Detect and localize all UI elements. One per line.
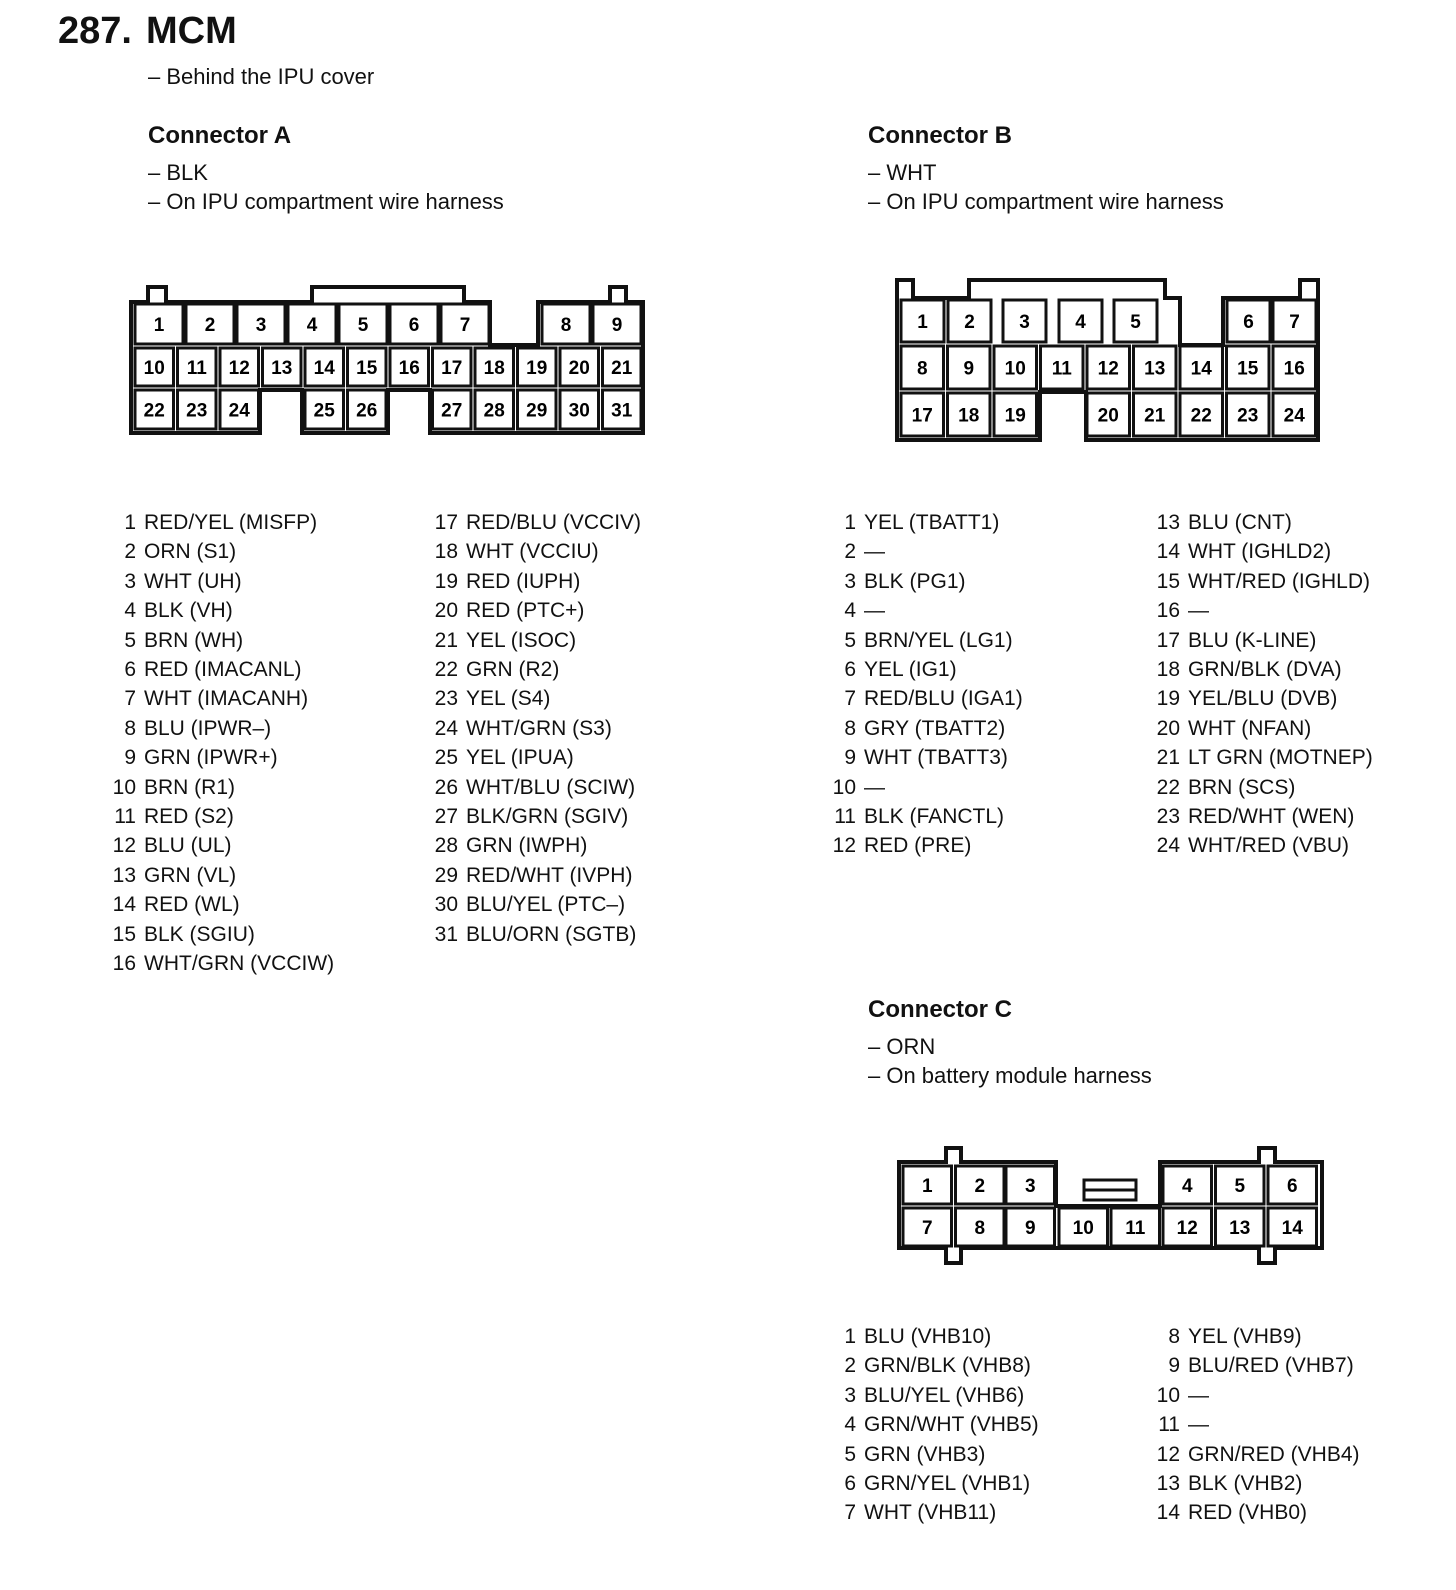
pin-number: 2 xyxy=(124,540,136,564)
pin-cavity-label: 4 xyxy=(306,315,318,336)
pin-row xyxy=(432,684,641,713)
pin-description: BLU (IPWR–) xyxy=(144,716,272,740)
pin-description: WHT (UH) xyxy=(144,569,242,593)
pin-cavity-label: 8 xyxy=(974,1218,986,1239)
pin-row xyxy=(1154,567,1373,596)
pin-number: 11 xyxy=(1158,1413,1180,1437)
pin-number: 15 xyxy=(112,922,136,946)
connector-c-title: Connector C xyxy=(868,996,1012,1023)
pin-row xyxy=(1154,537,1373,566)
pin-description: GRN/BLK (DVA) xyxy=(1188,658,1342,682)
page-heading: MCM xyxy=(145,10,237,52)
pin-cavity-label: 29 xyxy=(526,400,548,422)
connector-c-key xyxy=(1084,1180,1136,1200)
pin-description: — xyxy=(864,599,885,623)
pin-row xyxy=(110,655,334,684)
pin-cavity-label: 28 xyxy=(483,400,505,422)
page-number: 287. xyxy=(58,10,132,52)
pin-number: 20 xyxy=(434,599,458,623)
pin-cavity-label: 3 xyxy=(255,315,267,336)
pin-row xyxy=(110,508,334,537)
pin-cavity-label: 21 xyxy=(611,358,633,379)
connector-b-pinlist-right xyxy=(1154,508,1373,861)
pin-description: YEL (ISOC) xyxy=(466,628,577,652)
connector-b-face xyxy=(901,300,1316,436)
pin-row xyxy=(432,567,641,596)
pin-row xyxy=(110,537,334,566)
pin-number: 22 xyxy=(434,658,458,682)
pin-description: RED/BLU (VCCIV) xyxy=(466,511,642,534)
pin-number: 11 xyxy=(834,805,856,829)
pin-cavity-label: 1 xyxy=(921,1176,933,1197)
pin-number: 27 xyxy=(434,805,458,829)
pin-row xyxy=(432,773,641,802)
pin-description: WHT/RED (IGHLD) xyxy=(1188,569,1370,593)
pin-description: WHT (TBATT3) xyxy=(864,746,1008,770)
pin-cavity-label: 5 xyxy=(357,315,369,336)
pin-cavity-label: 24 xyxy=(1283,405,1305,427)
pin-description: — xyxy=(864,775,885,799)
pin-number: 2 xyxy=(844,1354,856,1378)
pin-row xyxy=(432,802,641,831)
pin-row xyxy=(110,684,334,713)
pin-row xyxy=(830,743,1023,772)
pin-row xyxy=(1154,714,1373,743)
pin-row xyxy=(432,655,641,684)
pin-cavity-label: 25 xyxy=(313,400,335,422)
pin-number: 25 xyxy=(434,746,458,770)
pin-description: GRN/RED (VHB4) xyxy=(1188,1442,1360,1466)
pin-description: RED (IUPH) xyxy=(466,569,581,593)
pin-description: GRN (R2) xyxy=(466,658,560,682)
pin-cavity-label: 7 xyxy=(1289,312,1300,333)
pin-row xyxy=(830,1351,1039,1380)
pin-number: 10 xyxy=(1156,1383,1180,1407)
pin-description: BRN (R1) xyxy=(144,775,236,799)
pin-description: — xyxy=(1188,1383,1209,1407)
pin-row xyxy=(830,567,1023,596)
pin-cavity-label: 26 xyxy=(356,400,378,422)
pin-row xyxy=(1154,1410,1360,1439)
pin-number: 3 xyxy=(124,569,136,593)
pin-number: 7 xyxy=(124,687,136,711)
pin-description: GRN (IPWR+) xyxy=(144,746,278,770)
pin-cavity-label: 19 xyxy=(526,358,548,379)
pin-row xyxy=(432,626,641,655)
pin-row xyxy=(432,861,641,890)
pin-row xyxy=(830,1410,1039,1439)
pin-number: 7 xyxy=(844,1501,856,1525)
pin-description: RED (WL) xyxy=(144,893,240,917)
pin-description: WHT/BLU (SCIW) xyxy=(466,775,636,799)
pin-cavity-label: 12 xyxy=(1097,358,1119,380)
pin-row xyxy=(830,1469,1039,1498)
pin-cavity-label: 7 xyxy=(459,315,471,336)
pin-description: GRN/YEL (VHB1) xyxy=(864,1472,1031,1496)
pin-row xyxy=(110,567,334,596)
pin-cavity-label: 1 xyxy=(917,312,928,333)
pin-number: 6 xyxy=(844,1472,856,1496)
pin-cavity-label: 11 xyxy=(1051,358,1072,380)
pin-cavity-label: 22 xyxy=(143,400,165,422)
pin-cavity-label: 12 xyxy=(228,358,250,379)
pin-description: BLU/RED (VHB7) xyxy=(1188,1354,1354,1378)
pin-description: WHT/GRN (S3) xyxy=(466,716,612,740)
pin-row xyxy=(830,714,1023,743)
pin-number: 3 xyxy=(844,1383,856,1407)
pin-description: RED (S2) xyxy=(144,805,234,829)
pin-row xyxy=(110,920,334,949)
pin-description: — xyxy=(864,540,885,564)
pin-description: GRY (TBATT2) xyxy=(864,716,1006,740)
pin-cavity-label: 1 xyxy=(153,315,165,336)
pin-number: 21 xyxy=(434,628,458,652)
pin-description: BRN/YEL (LG1) xyxy=(864,628,1013,652)
pin-number: 4 xyxy=(844,599,856,623)
pin-description: YEL (IG1) xyxy=(864,658,957,682)
pin-cavity-label: 6 xyxy=(1286,1176,1298,1197)
pin-number: 1 xyxy=(844,1325,856,1348)
pin-cavity-label: 15 xyxy=(1237,358,1259,380)
pin-row xyxy=(830,1381,1039,1410)
pin-cavity-label: 18 xyxy=(483,358,505,379)
pin-row xyxy=(830,537,1023,566)
pin-row xyxy=(1154,1381,1360,1410)
pin-row xyxy=(1154,508,1373,537)
pin-cavity-label: 4 xyxy=(1075,312,1086,333)
pin-row xyxy=(830,802,1023,831)
connector-a-color: – BLK xyxy=(148,160,208,185)
connector-a-title: Connector A xyxy=(148,122,292,149)
pin-number: 1 xyxy=(844,511,856,534)
pin-number: 18 xyxy=(1156,658,1180,682)
pin-cavity-label: 27 xyxy=(441,400,463,422)
pin-description: BLK (PG1) xyxy=(864,569,966,593)
pin-cavity-label: 30 xyxy=(568,400,590,422)
pin-number: 4 xyxy=(844,1413,856,1437)
pin-description: RED/WHT (WEN) xyxy=(1188,805,1355,829)
pin-number: 23 xyxy=(1156,805,1180,829)
pin-number: 8 xyxy=(844,716,856,740)
pin-number: 12 xyxy=(832,834,856,858)
pin-number: 28 xyxy=(434,834,458,858)
pin-row xyxy=(432,920,641,949)
pin-row xyxy=(830,1440,1039,1469)
connector-b-harness: – On IPU compartment wire harness xyxy=(868,189,1224,214)
pin-row xyxy=(110,626,334,655)
pin-cavity-label: 17 xyxy=(441,358,463,379)
connector-c-harness: – On battery module harness xyxy=(868,1063,1152,1088)
pin-description: WHT (IMACANH) xyxy=(144,687,309,711)
pin-row xyxy=(830,773,1023,802)
pin-cavity-label: 14 xyxy=(1281,1218,1303,1239)
pin-row xyxy=(1154,684,1373,713)
pin-number: 13 xyxy=(1156,1472,1180,1496)
connector-b-title: Connector B xyxy=(868,122,1012,149)
pin-cavity-label: 3 xyxy=(1019,312,1030,333)
pin-description: YEL (VHB9) xyxy=(1188,1325,1302,1348)
pin-cavity-label: 15 xyxy=(356,358,378,379)
pin-number: 13 xyxy=(1156,511,1180,534)
pin-cavity-label: 10 xyxy=(143,358,165,379)
pin-number: 16 xyxy=(1156,599,1180,623)
pin-cavity-label: 31 xyxy=(611,400,633,422)
pin-number: 24 xyxy=(1156,834,1180,858)
pin-number: 2 xyxy=(844,540,856,564)
pin-number: 21 xyxy=(1156,746,1180,770)
pin-description: BRN (WH) xyxy=(144,628,244,652)
pin-number: 5 xyxy=(844,628,856,652)
pin-description: WHT/GRN (VCCIW) xyxy=(144,952,335,976)
pin-cavity-label: 10 xyxy=(1072,1218,1094,1239)
pin-number: 29 xyxy=(434,863,458,887)
pin-cavity-label: 21 xyxy=(1144,405,1166,427)
connector-c-pinlist-right xyxy=(1154,1322,1360,1528)
pin-row xyxy=(432,537,641,566)
pin-cavity-label: 16 xyxy=(398,358,420,379)
pin-row xyxy=(432,831,641,860)
pin-cavity-label: 23 xyxy=(186,400,208,422)
pin-description: BLK (FANCTL) xyxy=(864,805,1005,829)
pin-number: 16 xyxy=(112,952,136,976)
pin-cavity-label: 9 xyxy=(963,358,975,380)
pin-cavity-label: 18 xyxy=(958,405,980,427)
pin-cavity-label: 16 xyxy=(1283,358,1305,380)
location-note: – Behind the IPU cover xyxy=(148,64,375,89)
pin-row xyxy=(1154,831,1373,860)
pin-cavity-label: 13 xyxy=(1144,358,1166,380)
pin-number: 5 xyxy=(124,628,136,652)
pin-number: 19 xyxy=(1156,687,1180,711)
pin-cavity-label: 2 xyxy=(974,1176,986,1197)
pin-description: GRN/BLK (VHB8) xyxy=(864,1354,1031,1378)
pin-cavity-label: 11 xyxy=(186,358,207,379)
pin-cavity-label: 2 xyxy=(204,315,216,336)
pin-cavity-label: 7 xyxy=(921,1218,933,1239)
pin-row xyxy=(110,773,334,802)
pin-cavity-label: 11 xyxy=(1125,1218,1146,1239)
pin-number: 19 xyxy=(434,569,458,593)
pin-row xyxy=(830,684,1023,713)
pin-row xyxy=(1154,802,1373,831)
pin-row xyxy=(1154,626,1373,655)
pin-number: 26 xyxy=(434,775,458,799)
pin-row xyxy=(1154,1498,1360,1527)
pin-number: 11 xyxy=(114,805,136,829)
pin-cavity-label: 5 xyxy=(1130,312,1141,333)
pin-row xyxy=(1154,743,1373,772)
pin-cavity-label: 10 xyxy=(1004,358,1026,380)
pin-row xyxy=(830,655,1023,684)
pin-row xyxy=(432,714,641,743)
pin-row xyxy=(830,1322,1039,1351)
connector-b-pinlist-left xyxy=(830,508,1023,861)
pin-description: RED/WHT (IVPH) xyxy=(466,863,633,887)
pin-cavity-label: 17 xyxy=(911,405,933,427)
pin-description: RED (PTC+) xyxy=(466,599,585,623)
pin-number: 8 xyxy=(1168,1325,1180,1348)
pin-row xyxy=(110,890,334,919)
pin-number: 17 xyxy=(434,511,458,534)
pin-number: 20 xyxy=(1156,716,1180,740)
pin-description: — xyxy=(1188,599,1209,623)
pin-cavity-label: 14 xyxy=(313,358,335,379)
pin-row xyxy=(1154,1440,1360,1469)
connector-c-pinlist-left xyxy=(830,1322,1039,1528)
pin-cavity-label: 14 xyxy=(1190,358,1212,380)
pin-description: YEL (TBATT1) xyxy=(864,511,1000,534)
pin-description: BLU (VHB10) xyxy=(864,1325,992,1348)
pin-number: 31 xyxy=(434,922,458,946)
pin-row xyxy=(110,861,334,890)
pin-cavity-label: 24 xyxy=(228,400,250,422)
pin-cavity-label: 22 xyxy=(1190,405,1212,427)
pin-description: WHT (VCCIU) xyxy=(466,540,599,564)
pin-number: 8 xyxy=(124,716,136,740)
pin-cavity-label: 13 xyxy=(1229,1218,1251,1239)
pin-cavity-label: 12 xyxy=(1176,1218,1198,1239)
connector-a-pinlist-left xyxy=(110,508,334,979)
pin-cavity-label: 19 xyxy=(1004,405,1026,427)
pin-cavity-label: 2 xyxy=(964,312,975,333)
pin-description: BLK (VHB2) xyxy=(1188,1472,1303,1496)
pin-number: 10 xyxy=(112,775,136,799)
pin-row xyxy=(110,831,334,860)
pin-description: YEL (S4) xyxy=(466,687,551,711)
pin-number: 18 xyxy=(434,540,458,564)
pin-description: WHT/RED (VBU) xyxy=(1188,834,1349,858)
pin-row xyxy=(432,508,641,537)
pin-row xyxy=(432,890,641,919)
pin-row xyxy=(110,949,334,978)
pin-description: RED (PRE) xyxy=(864,834,972,858)
pin-description: BLK (VH) xyxy=(144,599,233,623)
pin-number: 9 xyxy=(124,746,136,770)
pin-number: 9 xyxy=(1168,1354,1180,1378)
pin-row xyxy=(1154,1351,1360,1380)
pin-number: 22 xyxy=(1156,775,1180,799)
pin-description: BLU/YEL (VHB6) xyxy=(864,1383,1025,1407)
pin-number: 12 xyxy=(1156,1442,1180,1466)
pin-description: BLU (UL) xyxy=(144,834,232,858)
pin-cavity-label: 9 xyxy=(611,315,623,336)
pin-cavity-label: 5 xyxy=(1234,1176,1246,1197)
pin-row xyxy=(1154,1322,1360,1351)
pin-row xyxy=(110,802,334,831)
pin-number: 17 xyxy=(1156,628,1180,652)
pin-cavity-label: 20 xyxy=(568,358,590,379)
pin-row xyxy=(1154,1469,1360,1498)
pin-cavity-label: 6 xyxy=(408,315,420,336)
connector-b-color: – WHT xyxy=(868,160,937,185)
pin-cavity-label: 13 xyxy=(271,358,293,379)
pin-row xyxy=(1154,773,1373,802)
pin-cavity-label: 6 xyxy=(1243,312,1254,333)
pin-cavity-label: 8 xyxy=(560,315,572,336)
pin-cavity-label: 3 xyxy=(1024,1176,1036,1197)
pin-number: 13 xyxy=(112,863,136,887)
connector-c-color: – ORN xyxy=(868,1034,936,1059)
pin-description: RED/BLU (IGA1) xyxy=(864,687,1023,711)
pin-description: WHT (NFAN) xyxy=(1188,716,1312,740)
pin-description: GRN (VL) xyxy=(144,863,237,887)
pin-number: 6 xyxy=(844,658,856,682)
pin-number: 14 xyxy=(112,893,136,917)
pin-description: — xyxy=(1188,1413,1209,1437)
pin-description: RED (IMACANL) xyxy=(144,658,302,682)
pin-number: 5 xyxy=(844,1442,856,1466)
pin-cavity-label: 4 xyxy=(1181,1176,1193,1197)
pin-description: GRN (IWPH) xyxy=(466,834,588,858)
pin-description: LT GRN (MOTNEP) xyxy=(1188,746,1373,770)
pin-number: 12 xyxy=(112,834,136,858)
pin-row xyxy=(432,743,641,772)
pin-number: 23 xyxy=(434,687,458,711)
pin-number: 30 xyxy=(434,893,458,917)
pin-description: BLU/YEL (PTC–) xyxy=(466,893,626,917)
pin-description: GRN (VHB3) xyxy=(864,1442,986,1466)
pin-number: 10 xyxy=(832,775,856,799)
pin-cavity-label: 20 xyxy=(1097,405,1119,427)
pin-description: BLU (K-LINE) xyxy=(1188,628,1317,652)
pin-number: 24 xyxy=(434,716,458,740)
pin-number: 6 xyxy=(124,658,136,682)
pin-description: BLK/GRN (SGIV) xyxy=(466,805,629,829)
pin-row xyxy=(1154,655,1373,684)
pin-description: BLU/ORN (SGTB) xyxy=(466,922,637,946)
pin-description: ORN (S1) xyxy=(144,540,237,564)
pin-description: GRN/WHT (VHB5) xyxy=(864,1413,1039,1437)
pin-description: RED (VHB0) xyxy=(1188,1501,1308,1525)
pin-number: 14 xyxy=(1156,540,1180,564)
pin-cavity-label: 8 xyxy=(916,358,928,380)
pin-row xyxy=(830,596,1023,625)
pin-number: 15 xyxy=(1156,569,1180,593)
pin-number: 9 xyxy=(844,746,856,770)
pin-row xyxy=(1154,596,1373,625)
pin-row xyxy=(830,508,1023,537)
pin-row xyxy=(432,596,641,625)
pin-number: 7 xyxy=(844,687,856,711)
connector-a-pinlist-right xyxy=(432,508,641,949)
pin-number: 1 xyxy=(124,511,136,534)
pin-row xyxy=(830,626,1023,655)
pin-description: WHT (IGHLD2) xyxy=(1188,540,1332,564)
pin-number: 3 xyxy=(844,569,856,593)
pin-number: 4 xyxy=(124,599,136,623)
pin-row xyxy=(110,714,334,743)
pin-description: WHT (VHB11) xyxy=(864,1501,997,1525)
pin-description: RED/YEL (MISFP) xyxy=(144,511,318,534)
pin-description: YEL (IPUA) xyxy=(466,746,574,770)
pin-description: BLK (SGIU) xyxy=(144,922,255,946)
pin-number: 14 xyxy=(1156,1501,1180,1525)
pin-description: BRN (SCS) xyxy=(1188,775,1296,799)
connector-a-harness: – On IPU compartment wire harness xyxy=(148,189,504,214)
pin-cavity-label: 23 xyxy=(1237,405,1259,427)
pin-row xyxy=(110,743,334,772)
pin-description: YEL/BLU (DVB) xyxy=(1188,687,1338,711)
pin-cavity-label: 9 xyxy=(1024,1218,1036,1239)
pin-row xyxy=(830,831,1023,860)
pin-row xyxy=(110,596,334,625)
pin-row xyxy=(830,1498,1039,1527)
pin-description: BLU (CNT) xyxy=(1188,511,1292,534)
